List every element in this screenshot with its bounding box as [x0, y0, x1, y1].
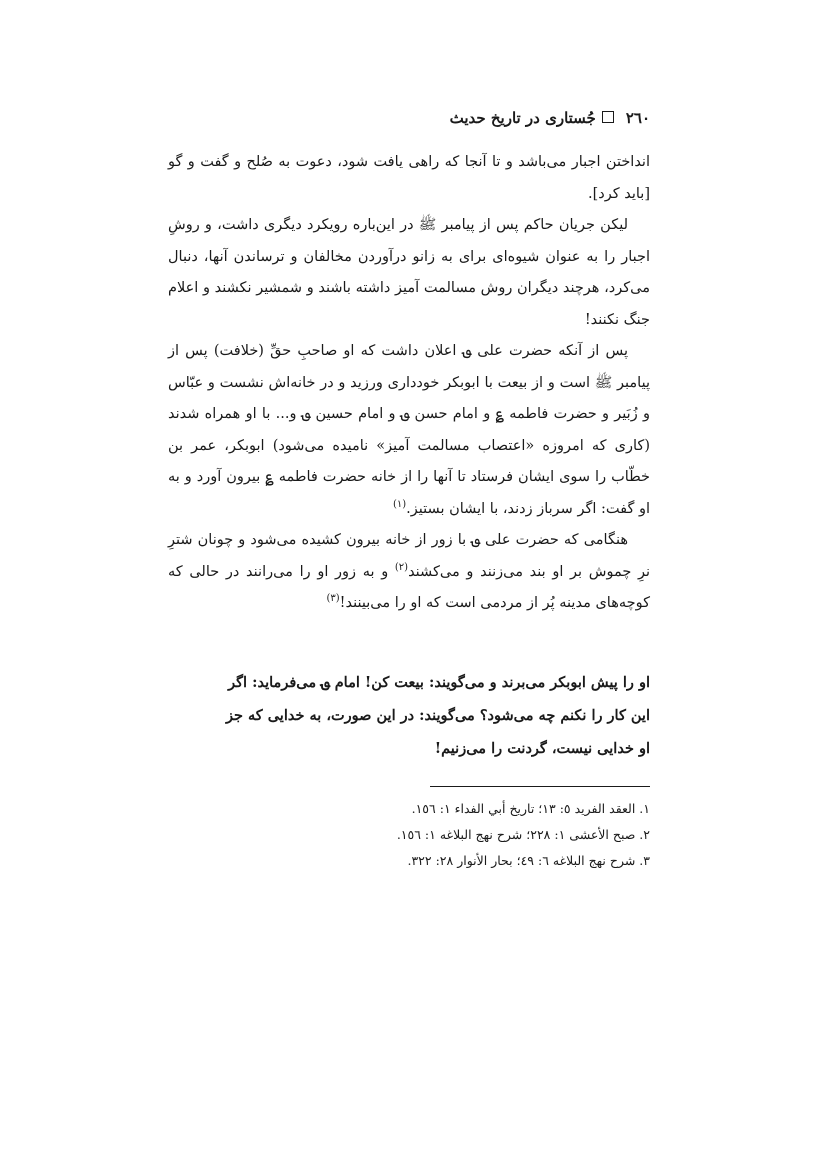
paragraph-3-text: پس از آنکه حضرت علی ؈ اعلان داشت که او صاحبِ حقِّ (خلافت) پس از پیامبر ﷺ است و از بیعت با ابوبکر خودداری ورزید و در خانه‌اش نشست و عبّاس و زُبَیر و حضرت فاطمه ؏ و امام حسن ؈ و امام حسین ؈ و... با او همراه شدند (کاری که امروزه «اعتصاب مسالمت آمیز» نامیده می‌شود) ابوبکر، عمر بن خطّاب را سوی ایشان فرستاد تا آنها را از خانه حضرت فاطمه ؏ بیرون آورد و به او گفت: اگر سرباز زدند، با ایشان بستیز. [168, 343, 650, 517]
paragraph-4 [168, 525, 650, 620]
paragraph-4-text-b: و به زور او را می‌رانند در حالی که کوچه‌های مدینه پُر از مردمی است که او را می‌بینند! [168, 563, 650, 611]
bold-quote [168, 666, 650, 765]
footnote-ref-3: (٣) [326, 593, 340, 605]
footnote-divider [430, 786, 650, 787]
paragraph-3 [168, 336, 650, 525]
paragraph-2: لیکن جریان حاکم پس از پیامبر ﷺ در این‌باره رویکرد دیگری داشت، و روشِ اجبار را به عنوان شیوه‌ای برای به زانو درآوردن مخالفان و ترساندن آنها، دنبال می‌کرد، هرچند دیگران روش مسالمت آمیز داشته باشند و شمشیر نکشند و اعلام جنگ نکنند! [168, 217, 650, 328]
paragraph-4-text-a: هنگامی که حضرت علی ؈ با زور از خانه بیرون کشیده می‌شود و چونان شترِ نرِ چموش بر او بند می‌زنند و می‌کشند [168, 532, 650, 580]
running-header [168, 104, 650, 132]
square-bullet-icon [602, 111, 614, 123]
footnote-2: ٢. صبح الأعشى ١: ٢٢٨؛ شرح نهج البلاغه ١: ١٥٦. [396, 827, 650, 842]
quote-line-1: او را پیش ابوبکر می‌برند و می‌گویند: بیعت کن! امام ؈ می‌فرماید: اگر [228, 674, 650, 691]
book-title: جُستاری در تاریخ حدیث [449, 109, 596, 127]
main-text [168, 147, 650, 620]
footnote-1: ١. العقد الفريد ٥: ١٣؛ تاريخ أبي الفداء ١: ١٥٦. [411, 801, 650, 816]
footnotes [168, 796, 650, 874]
quote-line-2: این کار را نکنم چه می‌شود؟ می‌گویند: در این صورت، به خدایی که جز [225, 707, 650, 724]
footnote-3: ٣. شرح نهج البلاغه ٦: ٤٩؛ بحار الأنوار ٢٨: ٣٢٢. [407, 853, 650, 868]
footnote-ref-1: (١) [392, 498, 407, 510]
paragraph-1: انداختن اجبار می‌باشد و تا آنجا که راهی یافت شود، دعوت به صُلح و گفت و گو [باید کرد]. [168, 154, 650, 202]
page-number: ٢٦٠ [625, 109, 650, 127]
quote-line-3: او خدایی نیست، گردنت را می‌زنیم! [434, 740, 650, 757]
footnote-ref-2: (٢) [394, 561, 409, 573]
